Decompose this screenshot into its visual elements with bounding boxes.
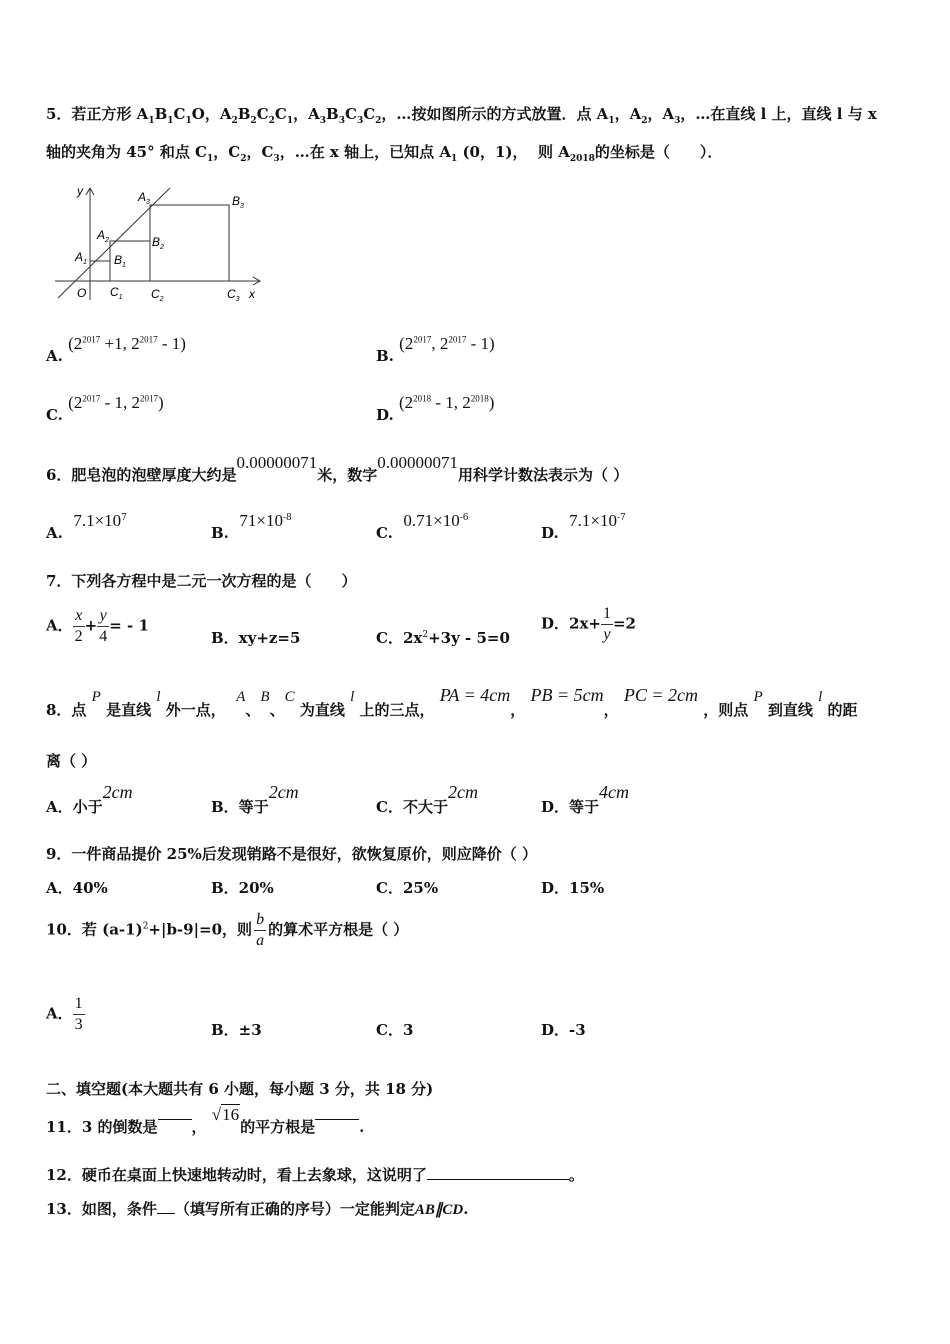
q10-option-c[interactable]: C．3 — [376, 1021, 414, 1039]
q5-option-a[interactable]: A. ($2^{2017} +1$, $2^{2017} - 1$) — [46, 334, 186, 365]
q10-option-b[interactable]: B．±3 — [211, 1021, 262, 1039]
q11-blank-1[interactable] — [158, 1105, 192, 1120]
q5-line1: 5．若正方形 $A_1B_1C_1O$，$A_2B_2C_2C_1$，$A_3B_3C_3C_2$，…按如图所示的方式放置．点 $A_1$，$A_2$，$A_3$，…在直线 l 上，直线 l 与 x — [46, 105, 877, 126]
q8-option-b[interactable]: B．等于2cm — [211, 782, 299, 816]
q8-stem-line1: 8．点 P 是直线 l 外一点， A、B、C 为直线 l 上的三点， PA = 4cm， PB = 5cm， PC = 2cm ，则点 P 到直线 l 的距 — [46, 685, 858, 719]
q5-figure — [50, 180, 270, 305]
q13: 13．如图，条件 （填写所有正确的序号）一定能判定AB∥CD. — [46, 1200, 469, 1218]
q9-option-a[interactable]: A．40% — [46, 879, 108, 897]
label-C2: $C_2$ — [151, 287, 164, 303]
q11-blank-2[interactable] — [315, 1105, 359, 1120]
label-A2: $A_2$ — [97, 228, 109, 244]
q8-option-d[interactable]: D．等于4cm — [541, 782, 630, 816]
q10-stem: 10．若 $(a-1)^2+|b-9|=0$，则 $\frac{b}{a}$ 的算术平方根是（ ） — [46, 911, 409, 949]
label-y: y — [77, 184, 83, 198]
section-2-title: 二、填空题(本大题共有 6 小题，每小题 3 分，共 18 分) — [46, 1080, 434, 1098]
q6-stem: 6．肥皂泡的泡壁厚度大约是0.00000071米，数字0.00000071用科学计数法表示为（ ） — [46, 453, 629, 484]
q10-option-d[interactable]: D．-3 — [541, 1021, 586, 1039]
sqrt-16: √16 — [211, 1105, 240, 1124]
label-O: O — [77, 286, 87, 300]
label-B3: $B_3$ — [232, 194, 244, 210]
q9-option-c[interactable]: C．25% — [376, 879, 439, 897]
q10-option-a[interactable]: A． $\frac{1}{3}$ — [46, 995, 83, 1033]
q9-stem: 9．一件商品提价 25%后发现销路不是很好，欲恢复原价，则应降价（ ） — [46, 845, 538, 863]
q6-option-c[interactable]: C. $0.71\times 10^{-6}$ — [376, 511, 469, 542]
q8-option-c[interactable]: C．不大于2cm — [376, 782, 478, 816]
square-3 — [150, 205, 229, 281]
q8-stem-line2: 离（ ） — [46, 752, 97, 770]
label-B1: $B_1$ — [114, 253, 126, 269]
q9-option-b[interactable]: B．20% — [211, 879, 274, 897]
q12: 12．硬币在桌面上快速地转动时，看上去象球，这说明了 。 — [46, 1166, 584, 1184]
q7-option-a[interactable]: A． $\frac{x}{2}$ + $\frac{y}{4}$ = - 1 — [46, 607, 149, 645]
label-x: x — [249, 287, 255, 301]
q5-option-b[interactable]: B. ($2^{2017}$, $2^{2017} - 1$) — [376, 334, 495, 365]
q8-option-a[interactable]: A．小于2cm — [46, 782, 133, 816]
q5-option-d[interactable]: D. ($2^{2018} - 1$, $2^{2018}$) — [376, 393, 495, 424]
q7-option-c[interactable]: C．$2x^2+3y - 5=0$ — [376, 629, 510, 647]
label-B2: $B_2$ — [152, 235, 164, 251]
q12-blank[interactable] — [427, 1165, 569, 1180]
q6-option-a[interactable]: A. $7.1\times 10^7$ — [46, 511, 127, 542]
label-C3: $C_3$ — [227, 287, 240, 303]
q7-option-d[interactable]: D．2x+ $\frac{1}{y}$ =2 — [541, 605, 636, 643]
q13-blank[interactable] — [157, 1199, 175, 1214]
label-C1: $C_1$ — [110, 285, 123, 301]
label-A3: $A_3$ — [138, 190, 150, 206]
q6-option-b[interactable]: B. $71\times 10^{-8}$ — [211, 511, 292, 542]
q5-option-c[interactable]: C. ($2^{2017} - 1$, $2^{2017}$) — [46, 393, 164, 424]
label-A1: $A_1$ — [75, 250, 87, 266]
q6-option-d[interactable]: D. $7.1\times 10^{-7}$ — [541, 511, 626, 542]
q7-option-b[interactable]: B．xy+z=5 — [211, 629, 301, 647]
q7-stem: 7．下列各方程中是二元一次方程的是（ ） — [46, 572, 357, 590]
q9-option-d[interactable]: D．15% — [541, 879, 605, 897]
q5-line2: 轴的夹角为 45° 和点 $C_1$，$C_2$，$C_3$，…在 x 轴上，已知点 $A_1$ (0，1)， 则 $A_{2018}$的坐标是（ ）． — [46, 143, 723, 164]
q11: 11．3 的倒数是 ， √16的平方根是 . — [46, 1105, 365, 1136]
